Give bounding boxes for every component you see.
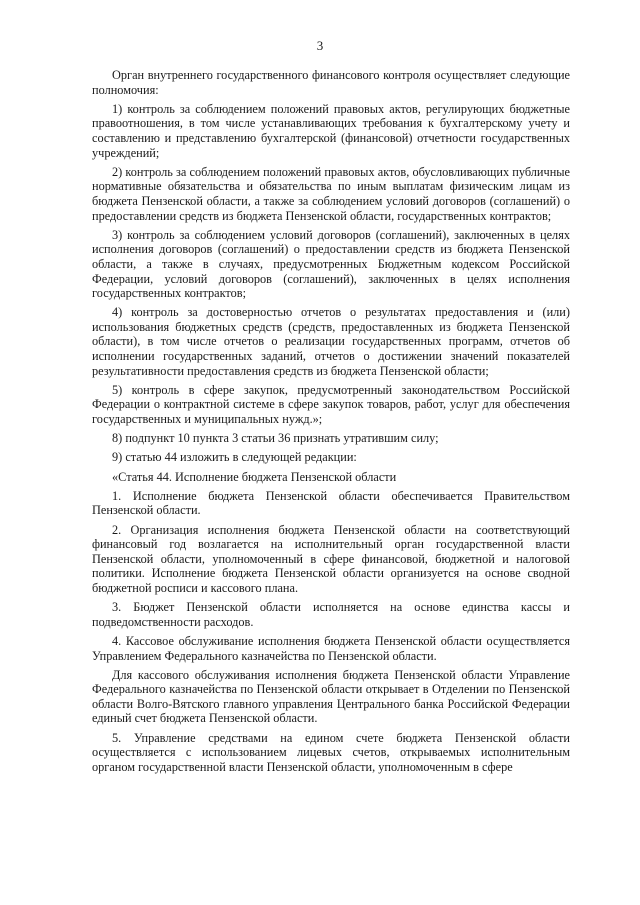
paragraph-item-5: 5) контроль в сфере закупок, предусмотренный законодательством Российской Федерации о контрактной системе в сфере закупок товаров, работ, услуг для обеспечения государственных и муниципальных нужд.»; <box>92 382 570 427</box>
page-number: 3 <box>316 38 324 53</box>
article-44-clause-4: 4. Кассовое обслуживание исполнения бюджета Пензенской области осуществляется Управлением Федерального казначейства по Пензенской области. <box>92 633 570 663</box>
paragraph-intro: Орган внутреннего государственного финансового контроля осуществляет следующие полномочия: <box>92 68 570 97</box>
article-44-heading: «Статья 44. Исполнение бюджета Пензенской области <box>112 469 397 484</box>
paragraph-item-1: 1) контроль за соблюдением положений правовых актов, регулирующих бюджетные правоотношения, в том числе устанавливающих требования к бухгалтерскому учету и составлению и представлению бухгалтерской (финансовой) отчетности государственных учреждений; <box>92 101 570 160</box>
paragraph-item-4: 4) контроль за достоверностью отчетов о результатах предоставления и (или) использования бюджетных средств (средств, предоставленных из бюджета Пензенской области), в том числе отчетов о реализации государственных программ, отчетов об исполнении государственных заданий, отчетов о достижении значений показателей результативности предоставления средств из бюджета Пензенской области; <box>92 305 570 378</box>
article-44-clause-3: 3. Бюджет Пензенской области исполняется на основе единства кассы и подведомственности расходов. <box>92 600 570 629</box>
paragraph-item-2: 2) контроль за соблюдением положений правовых актов, обусловливающих публичные нормативные обязательства и обязательства по иным выплатам физическим лицам из бюджета Пензенской области, а также за соблюдением условий договоров (соглашений) о предоставлении средств из бюджета Пензенской области, государственных контрактов; <box>92 164 570 223</box>
article-44-clause-1: 1. Исполнение бюджета Пензенской области обеспечивается Правительством Пензенской области. <box>92 488 570 518</box>
document-body <box>92 68 570 779</box>
paragraph-item-3: 3) контроль за соблюдением условий договоров (соглашений), заключенных в целях исполнения договоров (соглашений) о предоставлении средств из бюджета Пензенской области, а также в случаях, предусмотренных Бюджетным кодексом Российской Федерации, условий договоров (соглашений), заключенных в целях исполнения государственных контрактов; <box>92 227 570 301</box>
article-44-clause-5: 5. Управление средствами на едином счете бюджета Пензенской области осуществляется с использованием лицевых счетов, открываемых исполнительным органом государственной власти Пензенской области, уполномоченным в сфере <box>92 730 570 774</box>
paragraph-amendment-8: 8) подпункт 10 пункта 3 статьи 36 признать утратившим силу; <box>112 431 439 446</box>
paragraph-amendment-9: 9) статью 44 изложить в следующей редакции: <box>112 450 357 465</box>
article-44-clause-2: 2. Организация исполнения бюджета Пензенской области на соответствующий финансовый год возлагается на исполнительный орган государственной власти Пензенской области, уполномоченный в сфере финансовой, бюджетной и налоговой политики. Исполнение бюджета Пензенской области организуется на основе сводной бюджетной росписи и кассового плана. <box>92 522 570 595</box>
article-44-clause-4-continued: Для кассового обслуживания исполнения бюджета Пензенской области Управление Федерального казначейства по Пензенской области открывает в Отделении по Пензенской области Волго-Вятского главного управления Центрального банка Российской Федерации единый счет бюджета Пензенской области. <box>92 667 570 726</box>
